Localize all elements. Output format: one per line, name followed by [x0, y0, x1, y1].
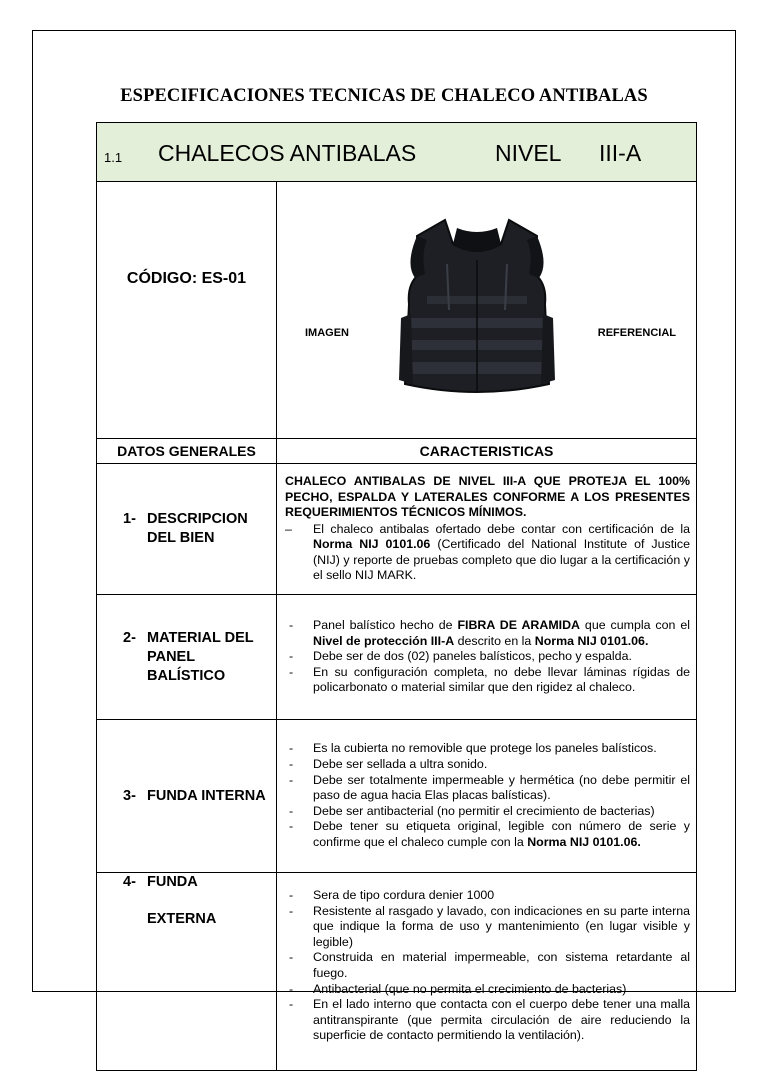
column-header-row	[97, 439, 697, 464]
section-row	[97, 595, 697, 720]
section-number: 3-	[123, 787, 136, 804]
product-code: CÓDIGO: ES-01	[97, 182, 277, 439]
spec-table	[96, 122, 697, 1071]
image-label: IMAGEN	[305, 327, 349, 339]
bulletproof-vest-icon	[387, 214, 567, 406]
item-number: 1.1	[104, 150, 123, 165]
section-number: 4-	[123, 874, 136, 890]
section-number: 2-	[123, 629, 136, 646]
section-label: FUNDA INTERNA	[147, 787, 266, 804]
image-row	[97, 182, 697, 439]
section-label: DESCRIPCION DEL BIEN	[147, 511, 248, 546]
section-label-continued: EXTERNA	[147, 911, 217, 927]
document-title: ESPECIFICACIONES TECNICAS DE CHALECO ANTIBALAS	[120, 86, 648, 106]
list-item: - Resistente al rasgado y lavado, con indicaciones en su parte interna que indique la forma de uso y mantenimiento (en lugar visible y legible)	[285, 904, 690, 951]
reference-label: REFERENCIAL	[597, 327, 676, 339]
section-number: 1-	[123, 511, 136, 527]
list-item: - En su configuración completa, no debe llevar láminas rígidas de policarbonato o material similar que den rigidez al chaleco.	[285, 665, 690, 696]
list-item: - Debe tener su etiqueta original, legible con número de serie y confirme que el chaleco cumple con la Norma NIJ 0101.06.	[285, 819, 690, 850]
level-label: NIVEL	[495, 140, 562, 166]
list-item: - Antibacterial (que no permita el crecimiento de bacterias)	[285, 982, 690, 998]
item-name: CHALECOS ANTIBALAS	[158, 140, 417, 166]
list-item: - Debe ser antibacterial (no permitir el crecimiento de bacterias)	[285, 804, 690, 820]
column-header-general: DATOS GENERALES	[97, 439, 277, 464]
section-row	[97, 873, 697, 1071]
list-item: - Construida en material impermeable, con sistema retardante al fuego.	[285, 950, 690, 981]
column-header-characteristics: CARACTERISTICAS	[277, 439, 697, 464]
list-item: - Es la cubierta no removible que protege los paneles balísticos.	[285, 741, 690, 757]
level-value: III-A	[599, 140, 642, 166]
spec-header-row	[97, 123, 697, 182]
section-intro: CHALECO ANTIBALAS DE NIVEL III-A QUE PROTEJA EL 100% PECHO, ESPALDA Y LATERALES CONFORME A LOS PRESENTES REQUERIMIENTOS TÉCNICOS MÍNIMOS.	[285, 473, 690, 520]
list-item: - Sera de tipo cordura denier 1000	[285, 888, 690, 904]
list-item: – El chaleco antibalas ofertado debe contar con certificación de la Norma NIJ 0101.06 (Certificado del National Institute of Justice (NIJ) y reporte de pruebas completo que dio lugar a la certificación y el sello NIJ MARK.	[285, 522, 690, 584]
list-item: - Debe ser de dos (02) paneles balísticos, pecho y espalda.	[285, 649, 690, 665]
list-item: - Debe ser sellada a ultra sonido.	[285, 757, 690, 773]
list-item: - En el lado interno que contacta con el cuerpo debe tener una malla antitranspirante (que permita circulación de aire reduciendo la superficie de contacto permitiendo la ventilación).	[285, 997, 690, 1044]
section-label: FUNDA	[147, 874, 198, 890]
section-label: MATERIAL DEL PANEL BALÍSTICO	[147, 629, 254, 684]
section-row	[97, 464, 697, 595]
list-item: - Panel balístico hecho de FIBRA DE ARAMIDA que cumpla con el Nivel de protección III-A descrito en la Norma NIJ 0101.06.	[285, 618, 690, 649]
section-row	[97, 720, 697, 873]
list-item: - Debe ser totalmente impermeable y hermética (no debe permitir el paso de agua hacia Elas placas balísticas).	[285, 773, 690, 804]
